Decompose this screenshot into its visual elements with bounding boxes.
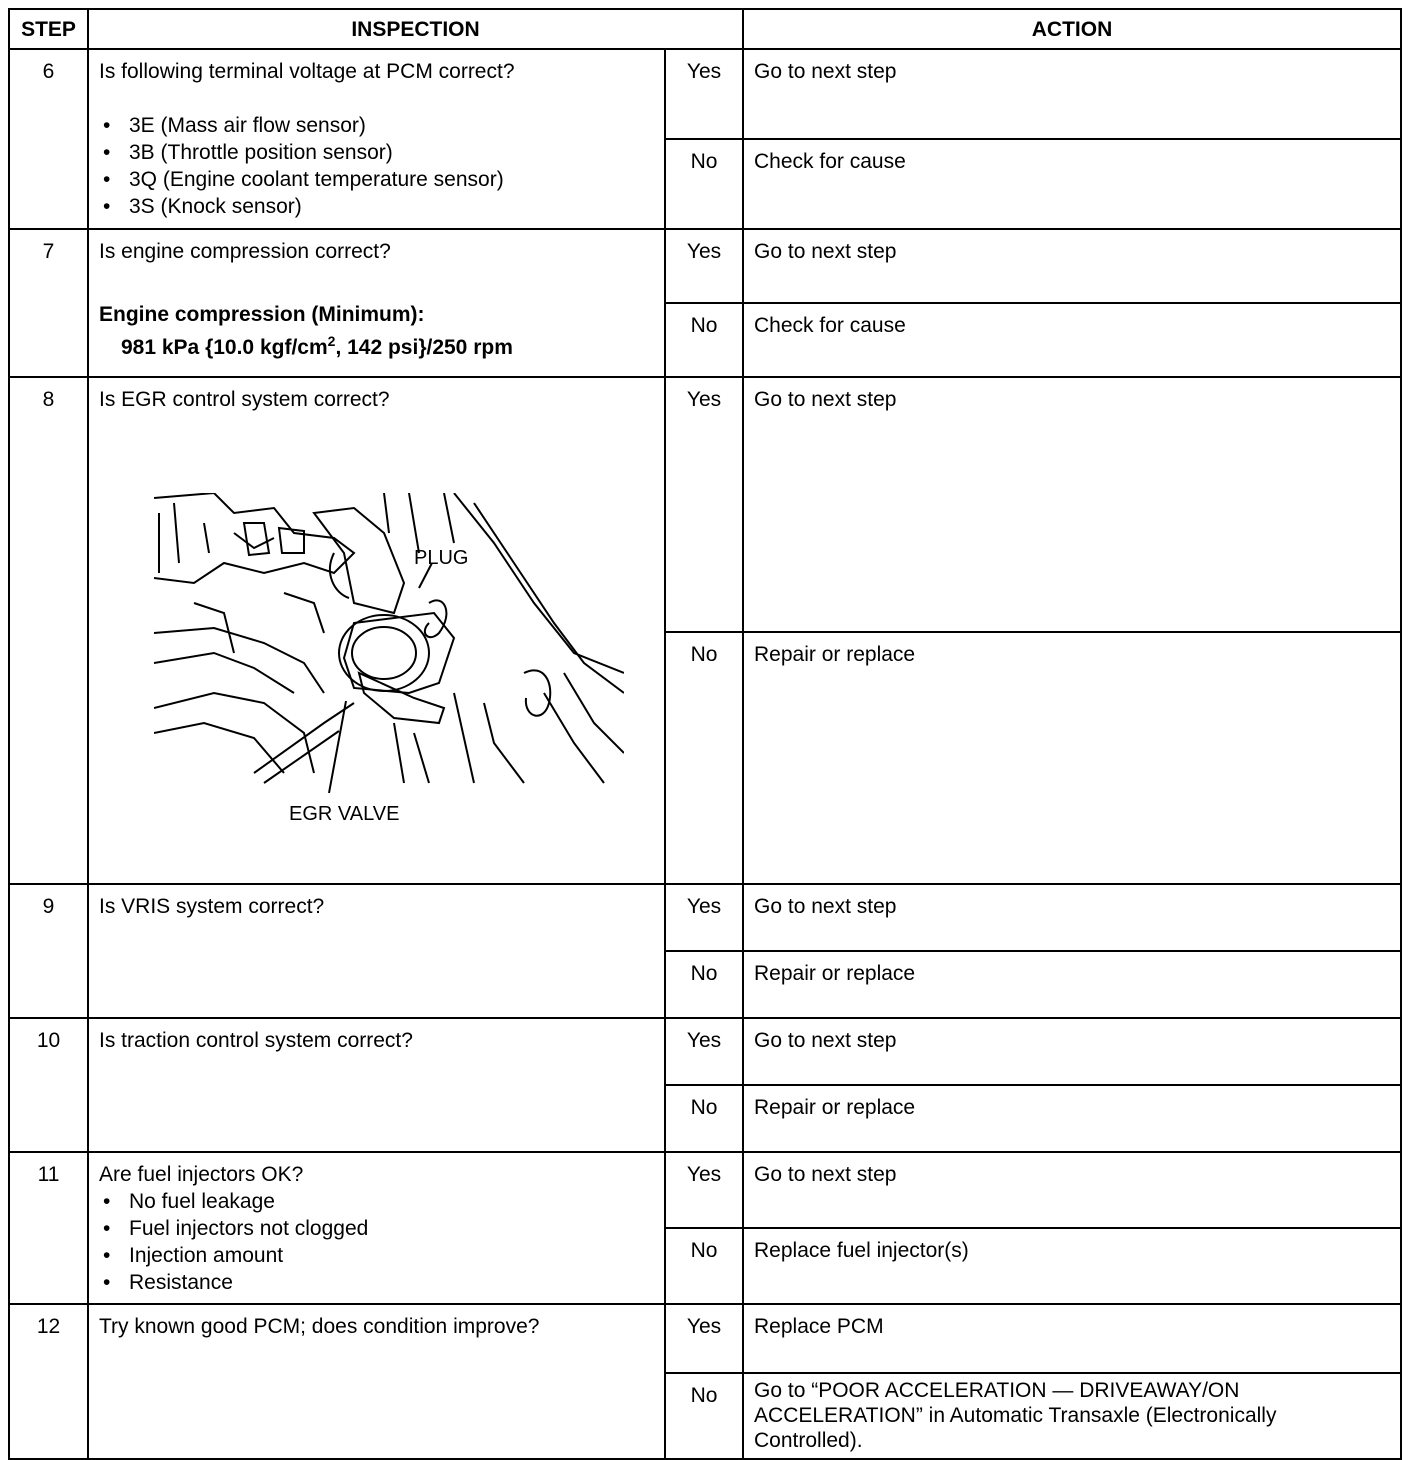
spec-superscript: 2 xyxy=(327,333,336,349)
yes-action: Go to next step xyxy=(743,1018,1401,1085)
yes-action: Replace PCM xyxy=(743,1304,1401,1373)
no-label: No xyxy=(665,951,743,1018)
list-item: • Injection amount xyxy=(99,1242,654,1269)
inspection-cell xyxy=(88,1152,665,1304)
yes-action: Go to next step xyxy=(743,1152,1401,1228)
no-action: Go to “POOR ACCELERATION — DRIVEAWAY/ON ACCELERATION” in Automatic Transaxle (Electronically Controlled). xyxy=(743,1373,1401,1459)
egr-valve-figure xyxy=(154,493,624,833)
inspection-cell xyxy=(88,49,665,229)
list-item: • 3B (Throttle position sensor) xyxy=(99,139,654,166)
inspection-cell xyxy=(88,1304,665,1459)
plug-label: PLUG xyxy=(414,547,469,569)
list-item: • No fuel leakage xyxy=(99,1188,654,1215)
table-row xyxy=(9,1304,1401,1373)
no-action: Repair or replace xyxy=(743,632,1401,884)
inspection-cell xyxy=(88,377,665,884)
list-item: • 3E (Mass air flow sensor) xyxy=(99,112,654,139)
bullet-list xyxy=(99,1188,654,1296)
table-row xyxy=(9,1018,1401,1085)
inspection-question: Is following terminal voltage at PCM correct? xyxy=(99,60,515,83)
no-action: Replace fuel injector(s) xyxy=(743,1228,1401,1304)
step-number: 6 xyxy=(9,49,88,229)
yes-action: Go to next step xyxy=(743,229,1401,303)
diagnostic-table xyxy=(8,8,1402,1460)
spec-value-part: 981 kPa {10.0 kgf/cm xyxy=(121,336,328,359)
table-row xyxy=(9,1152,1401,1228)
step-number: 10 xyxy=(9,1018,88,1152)
no-label: No xyxy=(665,139,743,229)
yes-action: Go to next step xyxy=(743,49,1401,139)
header-row xyxy=(9,9,1401,49)
spec-value xyxy=(99,328,654,361)
list-item: • 3Q (Engine coolant temperature sensor) xyxy=(99,166,654,193)
yes-label: Yes xyxy=(665,1304,743,1373)
no-action: Check for cause xyxy=(743,303,1401,377)
step-number: 8 xyxy=(9,377,88,884)
step-number: 7 xyxy=(9,229,88,377)
no-label: No xyxy=(665,1228,743,1304)
list-item: • Fuel injectors not clogged xyxy=(99,1215,654,1242)
list-item: • Resistance xyxy=(99,1269,654,1296)
table-row xyxy=(9,229,1401,303)
inspection-cell xyxy=(88,884,665,1018)
list-item: • 3S (Knock sensor) xyxy=(99,193,654,220)
no-label: No xyxy=(665,1085,743,1152)
yes-label: Yes xyxy=(665,229,743,303)
yes-action: Go to next step xyxy=(743,884,1401,951)
egr-illustration xyxy=(154,493,624,793)
yes-label: Yes xyxy=(665,1152,743,1228)
table-row xyxy=(9,377,1401,632)
inspection-question: Is traction control system correct? xyxy=(99,1029,413,1052)
yes-label: Yes xyxy=(665,884,743,951)
inspection-question: Is EGR control system correct? xyxy=(99,388,390,411)
no-action: Check for cause xyxy=(743,139,1401,229)
inspection-cell xyxy=(88,229,665,377)
header-action: ACTION xyxy=(743,9,1401,49)
no-action: Repair or replace xyxy=(743,1085,1401,1152)
spec-value-part: , 142 psi}/250 rpm xyxy=(335,336,513,359)
spec-title: Engine compression (Minimum): xyxy=(99,303,425,326)
step-number: 9 xyxy=(9,884,88,1018)
inspection-question: Try known good PCM; does condition improve? xyxy=(99,1315,540,1338)
yes-label: Yes xyxy=(665,1018,743,1085)
step-number: 11 xyxy=(9,1152,88,1304)
no-action: Repair or replace xyxy=(743,951,1401,1018)
no-label: No xyxy=(665,1373,743,1459)
inspection-question: Are fuel injectors OK? xyxy=(99,1163,304,1186)
inspection-question: Is engine compression correct? xyxy=(99,240,391,263)
step-number: 12 xyxy=(9,1304,88,1459)
yes-label: Yes xyxy=(665,377,743,632)
bullet-list xyxy=(99,112,654,220)
inspection-cell xyxy=(88,1018,665,1152)
spec-block xyxy=(99,301,654,361)
inspection-question: Is VRIS system correct? xyxy=(99,895,325,918)
no-label: No xyxy=(665,632,743,884)
header-step: STEP xyxy=(9,9,88,49)
no-label: No xyxy=(665,303,743,377)
header-inspection: INSPECTION xyxy=(88,9,743,49)
egr-valve-label: EGR VALVE xyxy=(289,803,400,825)
table-row xyxy=(9,884,1401,951)
yes-action: Go to next step xyxy=(743,377,1401,632)
yes-label: Yes xyxy=(665,49,743,139)
table-row xyxy=(9,49,1401,139)
